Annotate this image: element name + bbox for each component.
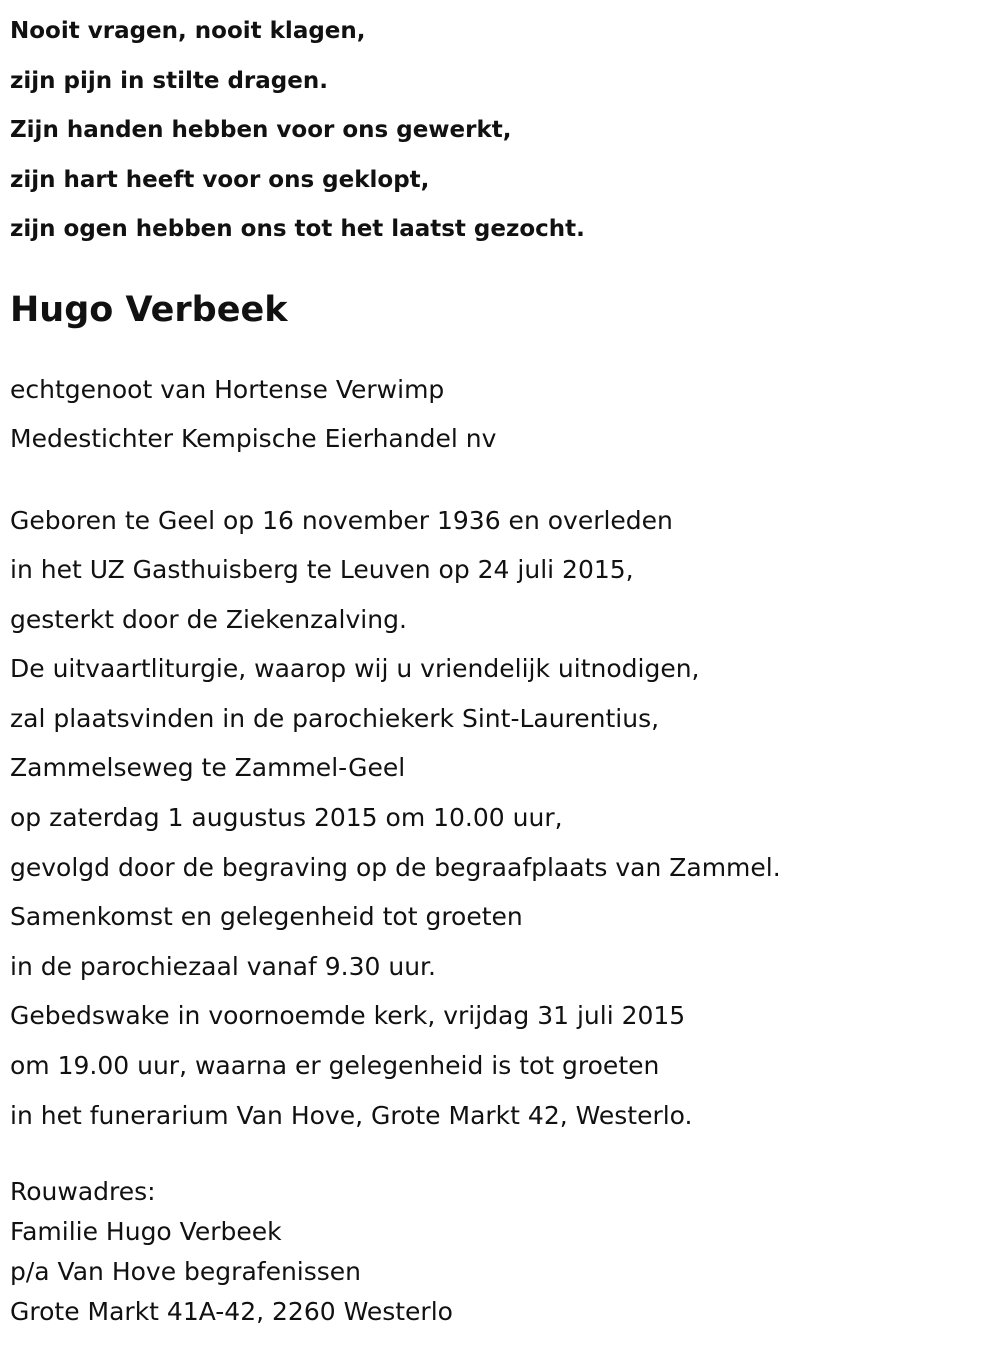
poem-line: Zijn handen hebben voor ons gewerkt, [10,117,512,143]
detail-line: op zaterdag 1 augustus 2015 om 10.00 uur, [10,803,563,833]
address-line: p/a Van Hove begrafenissen [10,1257,362,1287]
detail-line: Geboren te Geel op 16 november 1936 en overleden [10,505,673,535]
detail-line: in het UZ Gasthuisberg te Leuven op 24 juli 2015, [10,555,634,585]
relation-line: echtgenoot van Hortense Verwimp [10,374,445,404]
mourning-address [10,1172,990,1332]
obituary-notice [10,0,990,1332]
address-line: Grote Markt 41A-42, 2260 Westerlo [10,1297,453,1327]
deceased-name: Hugo Verbeek [10,289,288,330]
detail-line: in het funerarium Van Hove, Grote Markt 42, Westerlo. [10,1100,693,1130]
poem [10,7,990,255]
detail-line: om 19.00 uur, waarna er gelegenheid is tot groeten [10,1051,660,1081]
detail-line: Gebedswake in voornoemde kerk, vrijdag 31 juli 2015 [10,1001,686,1031]
relations [10,365,990,464]
detail-line: gesterkt door de Ziekenzalving. [10,604,407,634]
poem-line: zijn ogen hebben ons tot het laatst gezocht. [10,216,585,242]
detail-line: Samenkomst en gelegenheid tot groeten [10,902,523,932]
address-label: Rouwadres: [10,1177,156,1207]
detail-line: zal plaatsvinden in de parochiekerk Sint-Laurentius, [10,703,660,733]
relation-line: Medestichter Kempische Eierhandel nv [10,424,497,453]
funeral-details [10,496,990,1141]
detail-line: gevolgd door de begraving op de begraafplaats van Zammel. [10,852,781,882]
poem-line: zijn hart heeft voor ons geklopt, [10,166,430,193]
detail-line: De uitvaartliturgie, waarop wij u vriendelijk uitnodigen, [10,654,700,684]
detail-line: in de parochiezaal vanaf 9.30 uur. [10,951,436,981]
detail-line: Zammelseweg te Zammel-Geel [10,753,406,783]
poem-line: zijn pijn in stilte dragen. [10,67,328,94]
address-line: Familie Hugo Verbeek [10,1217,282,1247]
poem-line: Nooit vragen, nooit klagen, [10,18,366,44]
